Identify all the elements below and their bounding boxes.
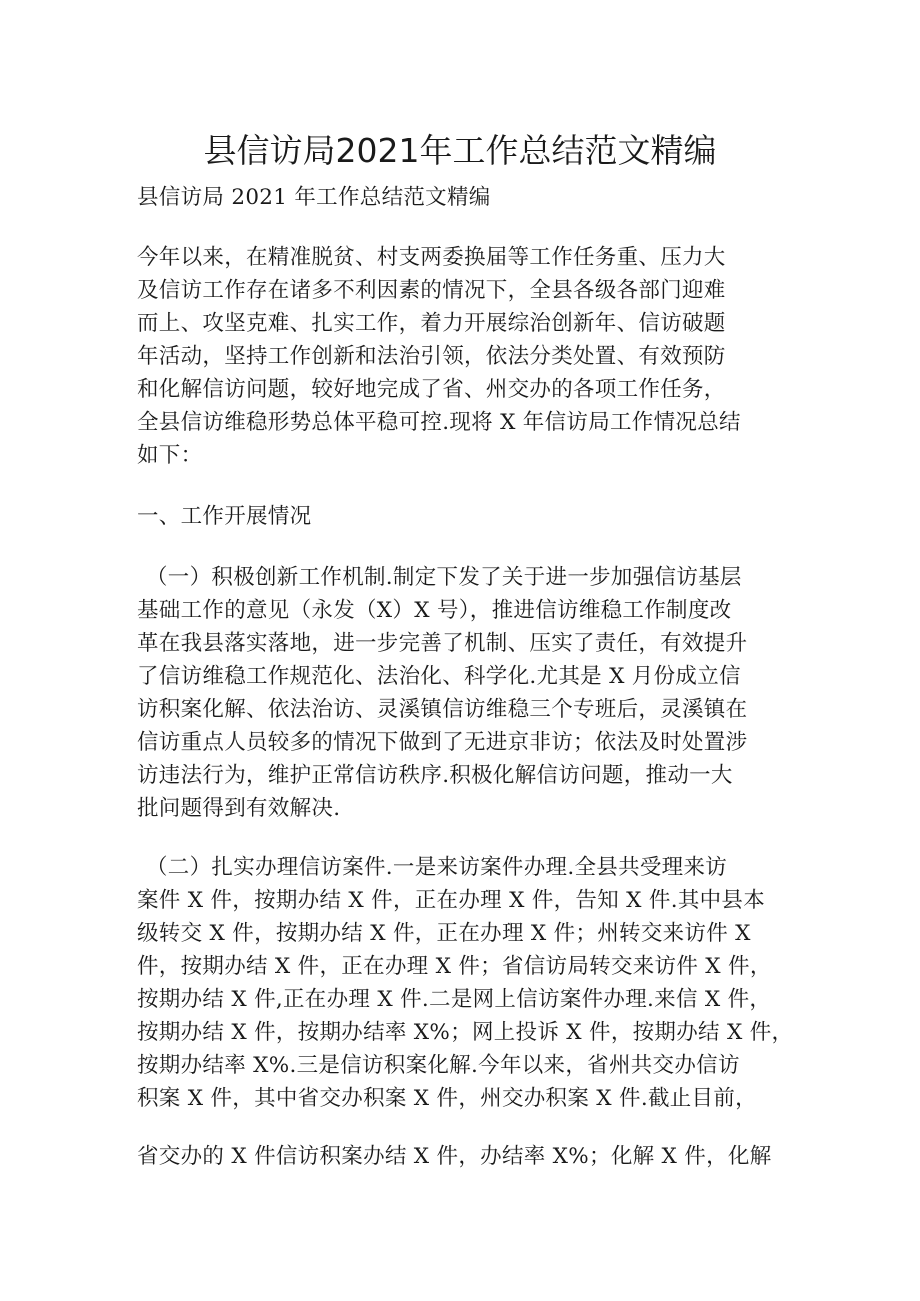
- para2-line: 按期办结 X 件，按期办结率 X%；网上投诉 X 件，按期办结 X 件，: [137, 1020, 794, 1045]
- document-title: 县信访局2021年工作总结范文精编: [203, 131, 717, 170]
- intro-line: 及信访工作存在诸多不利因素的情况下，全县各级各部门迎难: [137, 278, 726, 303]
- document-subtitle: 县信访局 2021 年工作总结范文精编: [137, 185, 491, 210]
- para3-line: 省交办的 X 件信访积案办结 X 件，办结率 X%；化解 X 件，化解: [137, 1144, 772, 1169]
- intro-line: 和化解信访问题，较好地完成了省、州交办的各项工作任务，: [137, 377, 726, 402]
- section-heading: 一、工作开展情况: [137, 504, 312, 529]
- para2-line: （二）扎实办理信访案件.一是来访案件办理.全县共受理来访: [146, 855, 728, 880]
- intro-line: 而上、攻坚克难、扎实工作，着力开展综治创新年、信访破题: [137, 311, 726, 336]
- intro-line: 如下：: [137, 443, 203, 468]
- para1-line: （一）积极创新工作机制.制定下发了关于进一步加强信访基层: [146, 565, 742, 590]
- para2-line: 件，按期办结 X 件，正在办理 X 件；省信访局转交来访件 X 件，: [137, 954, 772, 979]
- para1-line: 批问题得到有效解决.: [137, 796, 341, 821]
- para2-line: 按期办结率 X%.三是信访积案化解.今年以来，省州共交办信访: [137, 1053, 740, 1078]
- para1-line: 信访重点人员较多的情况下做到了无进京非访；依法及时处置涉: [137, 730, 748, 755]
- para2-line: 案件 X 件，按期办结 X 件，正在办理 X 件，告知 X 件.其中县本: [137, 888, 766, 913]
- para1-line: 基础工作的意见（永发（X）X 号），推进信访维稳工作制度改: [137, 598, 732, 623]
- intro-line: 全县信访维稳形势总体平稳可控.现将 X 年信访局工作情况总结: [137, 410, 741, 435]
- para1-line: 访积案化解、依法治访、灵溪镇信访维稳三个专班后，灵溪镇在: [137, 697, 748, 722]
- para1-line: 革在我县落实落地，进一步完善了机制、压实了责任，有效提升: [137, 631, 748, 656]
- para2-line: 级转交 X 件，按期办结 X 件，正在办理 X 件；州转交来访件 X: [137, 921, 751, 946]
- para1-line: 了信访维稳工作规范化、法治化、科学化.尤其是 X 月份成立信: [137, 664, 741, 689]
- intro-line: 今年以来，在精准脱贫、村支两委换届等工作任务重、压力大: [137, 245, 726, 270]
- para2-line: 按期办结 X 件,正在办理 X 件.二是网上信访案件办理.来信 X 件，: [137, 987, 772, 1012]
- intro-line: 年活动，坚持工作创新和法治引领，依法分类处置、有效预防: [137, 344, 726, 369]
- para2-line: 积案 X 件，其中省交办积案 X 件，州交办积案 X 件.截止目前，: [137, 1086, 757, 1111]
- para1-line: 访违法行为，维护正常信访秩序.积极化解信访问题，推动一大: [137, 763, 733, 788]
